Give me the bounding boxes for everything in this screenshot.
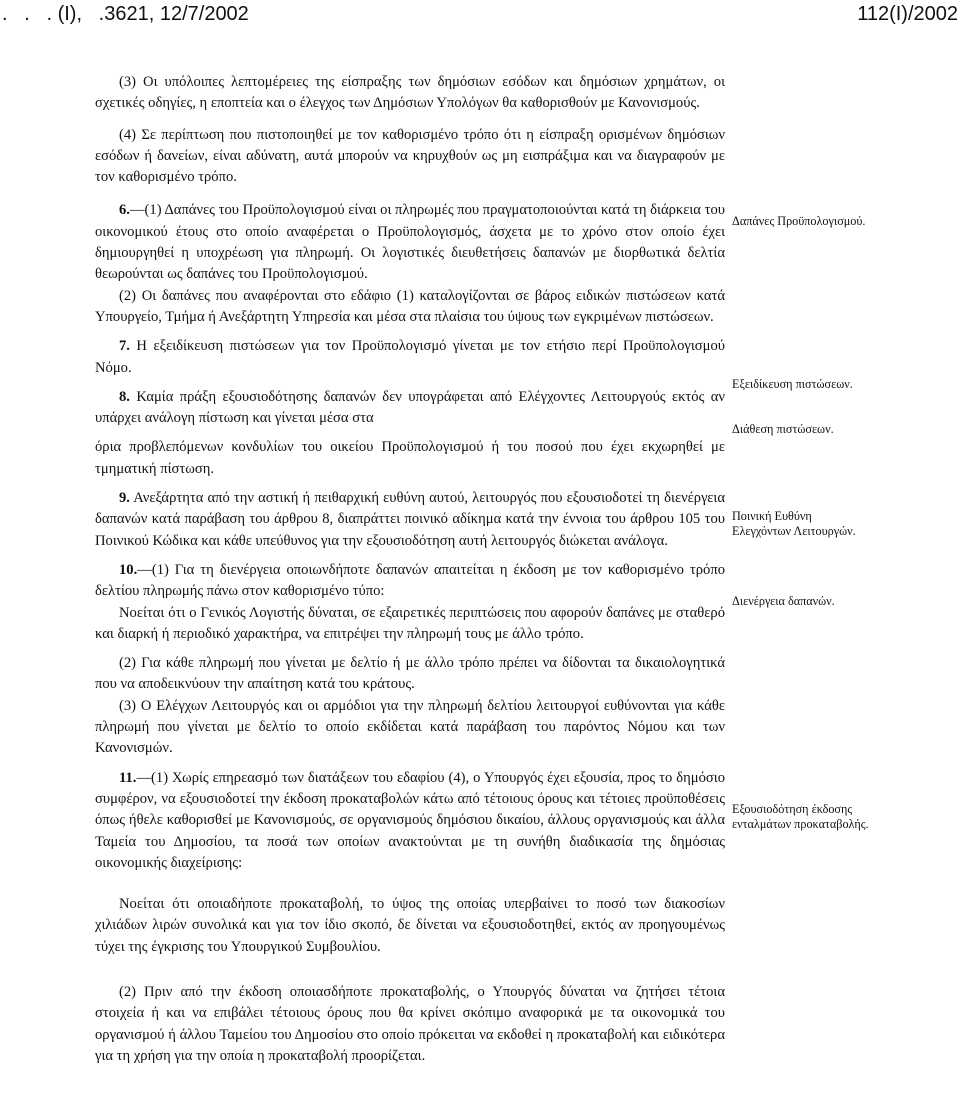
section-11-subsection-2: (2) Πριν από την έκδοση οποιασδήποτε προκαταβολής, ο Υπουργός δύναται να ζητήσει τέτοια στοιχεία ή και να επιβάλει τέτοιους όρους που θα κρίνει σκόπιμο αναφορικά με τα οικονομικά του οργανισμού ή άλλου Ταμείου του Δημοσίου στο οποίο πρόκειται να εκδοθεί η προκαταβολή και ειδικότερα για τη χρήση για την οποία η προκαταβολή προορίζεται. <box>95 983 725 1064</box>
section-number: 9. <box>119 490 130 507</box>
section-11-proviso: Νοείται ότι οποιαδήποτε προκαταβολή, το ύψος της οποίας υπερβαίνει το ποσό των διακοσίων χιλιάδων λιρών συνολικά και για τον ίδιο σκοπό, δε δίνεται να εξουσιοδοτηθεί, εκτός αν προηγουμένως τύχει της έγκρισης του Υπουργικού Συμβουλίου. <box>95 896 725 955</box>
section-text: Καμία πράξη εξουσιοδότησης δαπανών δεν υπογράφεται από Ελέγχοντες Λειτουργούς εκτός αν υπάρχει ανάλογη πίστωση και γίνεται μέσα στα <box>95 388 725 427</box>
section-8-part-b: όρια προβλεπόμενων κονδυλίων του οικείου Προϋπολογισμού ή του ποσού που έχει εκχωρηθεί με τμηματική πίστωση. <box>95 439 725 477</box>
section-number: 10. <box>119 561 138 578</box>
section-number: 11. <box>119 769 137 786</box>
section-10-subsection-2: (2) Για κάθε πληρωμή που γίνεται με δελτίο ή με άλλο τρόπο πρέπει να δίδονται τα δικαιολογητικά που να αποδεικνύουν την απαίτηση κατά του κράτους. <box>95 655 725 693</box>
section-text: —(1) Χωρίς επηρεασμό των διατάξεων του εδαφίου (4), ο Υπουργός έχει εξουσία, προς το δημόσιο συμφέρον, να εξουσιοδοτεί την έκδοση προκαταβολών κάτω από τέτοιους όρους και τέτοιες προϋποθέσεις όπως ήθελε καθορισθεί με Κανονισμούς, σε οργανισμούς δημόσιου δικαίου, άλλους οργανισμούς και άλλα Ταμεία του Δημοσίου, τα ποσά των οποίων ανακτούνται με τη συνήθη διαδικασία της δημόσιας οικονομικής διαχείρισης: <box>95 769 725 871</box>
section-10-subsection-3: (3) Ο Ελέγχων Λειτουργός και οι αρμόδιοι για την πληρωμή δελτίου λειτουργοί ευθύνονται για κάθε πληρωμή που γίνεται με δελτίο το οποίο εκδίδεται κατά παράβαση του παρόντος Νόμου και των Κανονισμών. <box>95 697 725 757</box>
subsection-4: (4) Σε περίπτωση που πιστοποιηθεί με τον καθορισμένο τρόπο ότι η είσπραξη ορισμένων δημόσιων εσόδων ή δανείων, είναι αδύνατη, αυτά μπορούν να κηρυχθούν ως μη εισπράξιμα και να διαγραφούν με τον καθορισμένο τρόπο. <box>95 126 725 186</box>
section-number: 6. <box>119 202 130 219</box>
section-9 <box>95 488 725 552</box>
section-11-subsection-1 <box>95 768 725 874</box>
law-number: 112(Ι)/2002 <box>857 3 958 25</box>
margin-note-section-7: Εξειδίκευση πιστώσεων. <box>732 377 853 391</box>
section-8-part-a <box>95 387 725 430</box>
section-text: Η εξειδίκευση πιστώσεων για τον Προϋπολογισμό γίνεται με τον ετήσιο περί Προϋπολογισμού Νόμο. <box>95 338 725 376</box>
section-10-proviso: Νοείται ότι ο Γενικός Λογιστής δύναται, σε εξαιρετικές περιπτώσεις που αφορούν δαπάνες με σταθερό και διαρκή ή περιοδικό χαρακτήρα, να επιτρέψει την πληρωμή τους με άλλο τρόπο. <box>95 604 725 642</box>
gazette-reference: . . . (Ι), .3621, 12/7/2002 <box>2 3 249 25</box>
section-7 <box>95 336 725 379</box>
section-number: 7. <box>119 338 130 355</box>
section-text: —(1) Για τη διενέργεια οποιωνδήποτε δαπανών απαιτείται η έκδοση με τον καθορισμένο τρόπο δελτίου πληρωμής πάνω στον καθορισμένο τύπο: <box>95 561 725 600</box>
document-body <box>95 72 725 1067</box>
section-text: —(1) Δαπάνες του Προϋπολογισμού είναι οι πληρωμές που πραγματοποιούνται κατά τη διάρκεια του οικονομικού έτους στο οποίο αναφέρεται ο Προϋπολογισμός, άσχετα με το χρόνο στον οποίο έχει δημιουργηθεί η υποχρέωση για πληρωμή. Οι λογιστικές διευθετήσεις δαπανών με διορθωτικά δελτία θεωρούνται ως δαπάνες του Προϋπολογισμού. <box>95 202 725 283</box>
section-6-subsection-2: (2) Οι δαπάνες που αναφέρονται στο εδάφιο (1) καταλογίζονται σε βάρος ειδικών πιστώσεων κατά Υπουργείο, Τμήμα ή Ανεξάρτητη Υπηρεσία και μέσα στα πλαίσια του ύψους των εγκριμένων πιστώσεων. <box>95 287 725 325</box>
section-text: Ανεξάρτητα από την αστική ή πειθαρχική ευθύνη αυτού, λειτουργός που εξουσιοδοτεί τη διενέργεια δαπανών κατά παράβαση του άρθρου 8, διαπράττει ποινικό αδίκημα κατά την έννοια του άρθρου 105 του Ποινικού Κώδικα και κάθε υπεύθυνος για την εξουσιοδότηση αυτή λειτουργός διώκεται ανάλογα. <box>95 490 725 549</box>
margin-note-section-8: Διάθεση πιστώσεων. <box>732 422 834 436</box>
section-number: 8. <box>119 388 130 405</box>
page-header <box>0 0 960 40</box>
subsection-3: (3) Οι υπόλοιπες λεπτομέρειες της είσπραξης των δημόσιων εσόδων και δημόσιων χρημάτων, οι σχετικές οδηγίες, η εποπτεία και ο έλεγχος των Δημόσιων Υπολόγων θα καθορισθούν με Κανονισμούς. <box>95 74 725 112</box>
section-6-subsection-1 <box>95 200 725 285</box>
margin-note-section-11: Εξουσιοδότηση έκδοσης ενταλμάτων προκαταβολής. <box>732 802 869 831</box>
margin-note-section-9: Ποινική Ευθύνη Ελεγχόντων Λειτουργών. <box>732 509 856 538</box>
margin-note-section-6: Δαπάνες Προϋπολογισμού. <box>732 214 866 228</box>
margin-note-section-10: Διενέργεια δαπανών. <box>732 594 835 608</box>
section-10-subsection-1 <box>95 560 725 603</box>
